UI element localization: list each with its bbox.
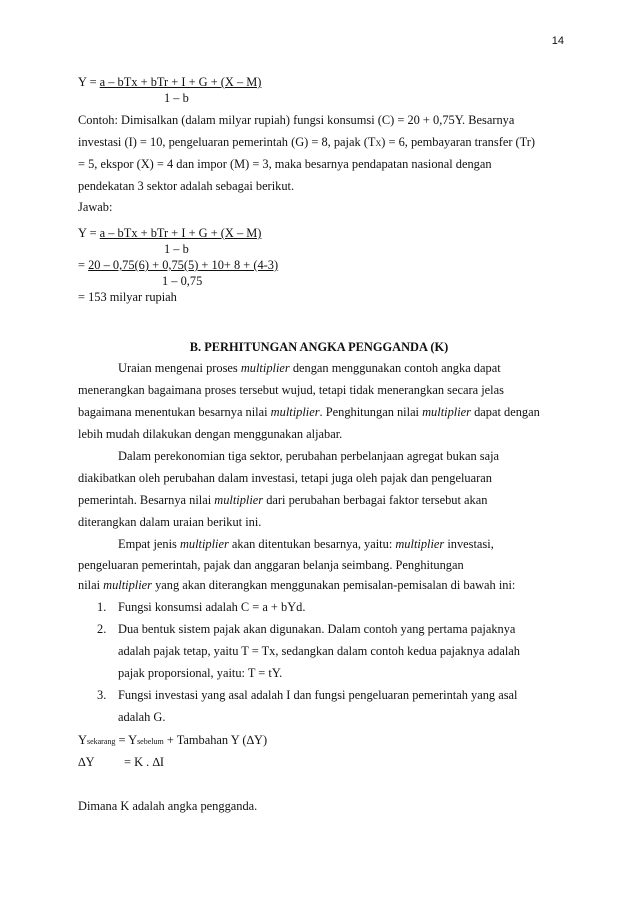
- formula2-sub-numerator: = 20 – 0,75(6) + 0,75(5) + 10+ 8 + (4-3): [78, 258, 279, 272]
- para2-line-2: diakibatkan oleh perubahan dalam investasi, tetapi juga oleh pajak dan pengeluaran: [78, 471, 492, 485]
- formula2-result: = 153 milyar rupiah: [78, 290, 177, 304]
- list-item-3-line-1: Fungsi investasi yang asal adalah I dan fungsi pengeluaran pemerintah yang asal: [118, 688, 518, 702]
- example-line-4: pendekatan 3 sektor adalah sebagai berikut.: [78, 179, 295, 193]
- list-item-3-line-2: adalah G.: [118, 710, 166, 724]
- list-number-3: 3.: [97, 688, 107, 702]
- para1-line-1: Uraian mengenai proses multiplier dengan menggunakan contoh angka dapat: [118, 361, 501, 375]
- formula-numerator-underlined: a – bTx + bTr + I + G + (X – M): [99, 75, 262, 89]
- example-line-1: Contoh: Dimisalkan (dalam milyar rupiah) fungsi konsumsi (C) = 20 + 0,75Y. Besarnya: [78, 113, 515, 127]
- closing-sentence: Dimana K adalah angka pengganda.: [78, 799, 258, 813]
- para3-line-1: Empat jenis multiplier akan ditentukan besarnya, yaitu: multiplier investasi,: [118, 537, 494, 551]
- list-item-1: Fungsi konsumsi adalah C = a + bYd.: [118, 600, 306, 614]
- para3-line-3: nilai multiplier yang akan diterangkan menggunakan pemisalan-pemisalan di bawah ini:: [78, 578, 516, 592]
- formula-numerator: Y = a – bTx + bTr + I + G + (X – M): [78, 75, 262, 89]
- equation-1: Ysekarang = Ysebelum + Tambahan Y (∆Y): [78, 733, 268, 747]
- list-item-2-line-3: pajak proporsional, yaitu: T = tY.: [118, 666, 283, 680]
- formula2-sub-underlined: 20 – 0,75(6) + 0,75(5) + 10+ 8 + (4-3): [88, 258, 279, 272]
- example-line-2: investasi (I) = 10, pengeluaran pemerintah (G) = 8, pajak (TX) = 6, pembayaran transfer (Tr): [78, 135, 536, 149]
- formula2-denominator: 1 – b: [164, 242, 189, 256]
- para3-line-2: pengeluaran pemerintah, pajak dan anggaran belanja seimbang. Penghitungan: [78, 558, 464, 572]
- page-number: 14: [551, 35, 564, 47]
- para1-line-4: lebih mudah dilakukan dengan menggunakan aljabar.: [78, 427, 343, 441]
- jawab-label: Jawab:: [78, 200, 113, 214]
- list-number-2: 2.: [97, 622, 107, 636]
- example-line-3: = 5, ekspor (X) = 4 dan impor (M) = 3, maka besarnya pendapatan nasional dengan: [78, 157, 492, 171]
- equation-2-lhs: ∆Y: [78, 755, 95, 769]
- para1-line-2: menerangkan bagaimana proses tersebut wujud, tetapi tidak menerangkan secara jelas: [78, 383, 504, 397]
- formula2-sub-denominator: 1 – 0,75: [162, 274, 203, 288]
- para2-line-1: Dalam perekonomian tiga sektor, perubahan perbelanjaan agregat bukan saja: [118, 449, 500, 463]
- formula2-numerator: Y = a – bTx + bTr + I + G + (X – M): [78, 226, 262, 240]
- formula-denominator: 1 – b: [164, 91, 189, 105]
- para2-line-3: pemerintah. Besarnya nilai multiplier dari perubahan berbagai faktor tersebut akan: [78, 493, 488, 507]
- section-title: B. PERHITUNGAN ANGKA PENGGANDA (K): [189, 340, 449, 354]
- equation-2-rhs: = K . ∆I: [124, 755, 165, 769]
- list-item-2-line-1: Dua bentuk sistem pajak akan digunakan. Dalam contoh yang pertama pajaknya: [118, 622, 516, 636]
- formula2-numerator-underlined: a – bTx + bTr + I + G + (X – M): [99, 226, 262, 240]
- list-number-1: 1.: [97, 600, 107, 614]
- para1-line-3: bagaimana menentukan besarnya nilai multiplier. Penghitungan nilai multiplier dapat dengan: [78, 405, 540, 419]
- para2-line-4: diterangkan dalam uraian berikut ini.: [78, 515, 262, 529]
- list-item-2-line-2: adalah pajak tetap, yaitu T = Tx, sedangkan dalam contoh kedua pajaknya adalah: [118, 644, 520, 658]
